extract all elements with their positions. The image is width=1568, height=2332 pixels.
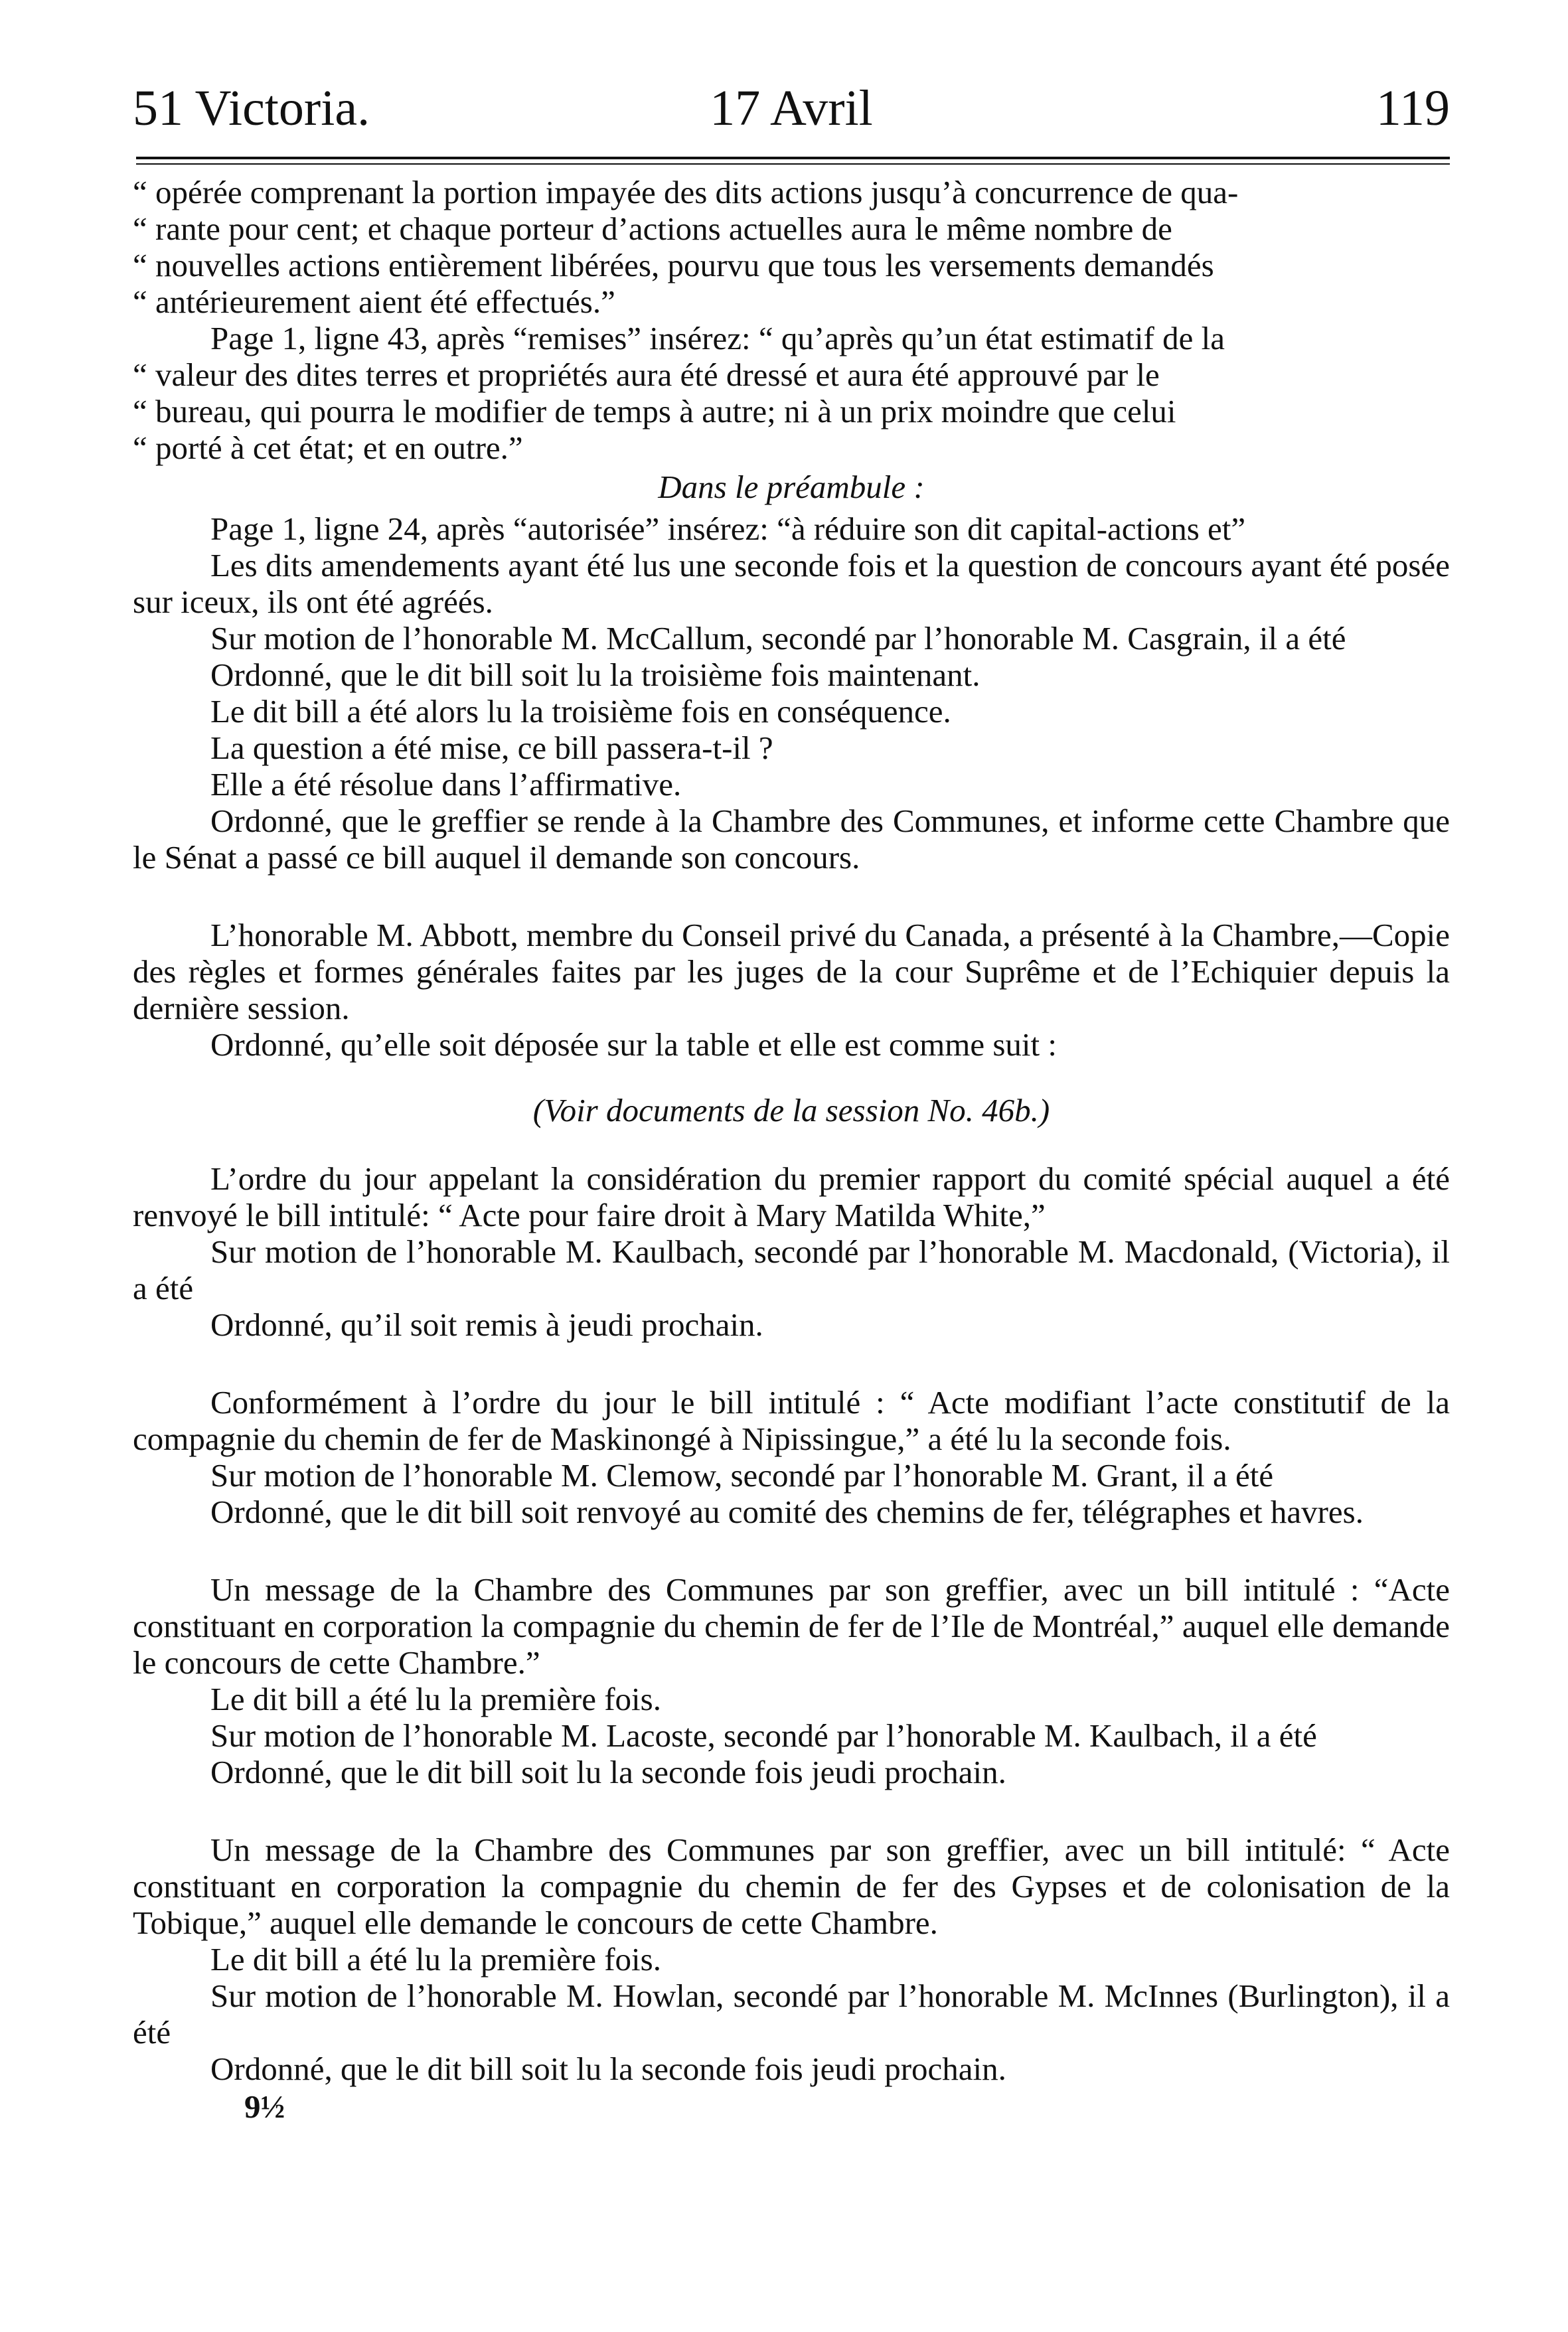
date-label: 17 Avril [710, 80, 873, 136]
section-gap [133, 1790, 1450, 1831]
paragraph: Le dit bill a été lu la première fois. [210, 1941, 661, 1978]
paragraph: Conformément à l’ordre du jour le bill intitulé : “ Acte modifiant l’acte constitutif de la compagnie du chemin de fer de Maskinongé à Nipissingue,” a été lu la seconde fois. [133, 1384, 1450, 1457]
section-gap [133, 876, 1450, 917]
paragraph: Les dits amendements ayant été lus une seconde fois et la question de concours ayant été posée sur iceux, ils ont été agréés. [133, 547, 1450, 620]
order-paragraph: Ordonné, que le dit bill soit renvoyé au comité des chemins de fer, télégraphes et havres. [210, 1494, 1364, 1530]
motion-paragraph: Sur motion de l’honorable M. Clemow, secondé par l’honorable M. Grant, il a été [210, 1457, 1274, 1494]
quoted-line: “ rante pour cent; et chaque porteur d’actions actuelles aura le même nombre de [133, 210, 1172, 247]
amendment-paragraph: Page 1, ligne 24, après “autorisée” insérez: “à réduire son dit capital-actions et” [210, 510, 1246, 547]
section-gap [133, 1343, 1450, 1384]
order-paragraph: Ordonné, que le greffier se rende à la Chambre des Communes, et informe cette Chambre que le Sénat a passé ce bill auquel il demande son concours. [133, 803, 1450, 876]
section-heading: Dans le préambule : [658, 469, 925, 505]
volume-label: 51 Victoria. [133, 80, 370, 136]
amendment-paragraph: Page 1, ligne 43, après “remises” insérez: “ qu’après qu’un état estimatif de la [210, 320, 1225, 356]
paragraph: Le dit bill a été lu la première fois. [210, 1681, 661, 1717]
section-gap [133, 1134, 1450, 1160]
order-paragraph: Ordonné, que le dit bill soit lu la seconde fois jeudi prochain. [210, 1754, 1006, 1790]
quoted-line: “ opérée comprenant la portion impayée des dits actions jusqu’à concurrence de qua- [133, 174, 1239, 210]
page-body [133, 174, 1450, 2125]
page-header [133, 72, 1450, 145]
page-number: 119 [1375, 80, 1450, 136]
motion-paragraph: Sur motion de l’honorable M. McCallum, secondé par l’honorable M. Casgrain, il a été [210, 620, 1346, 657]
motion-paragraph: Sur motion de l’honorable M. Kaulbach, secondé par l’honorable M. Macdonald, (Victoria), il a été [133, 1233, 1450, 1306]
motion-paragraph: Sur motion de l’honorable M. Lacoste, secondé par l’honorable M. Kaulbach, il a été [210, 1717, 1317, 1754]
quoted-line: “ valeur des dites terres et propriétés aura été dressé et aura été approuvé par le [133, 356, 1160, 393]
order-paragraph: Ordonné, qu’elle soit déposée sur la table et elle est comme suit : [210, 1026, 1057, 1063]
quoted-line: “ bureau, qui pourra le modifier de temps à autre; ni à un prix moindre que celui [133, 393, 1176, 429]
message-paragraph: Un message de la Chambre des Communes par son greffier, avec un bill intitulé : “Acte constituant en corporation la compagnie du chemin de fer de l’Ile de Montréal,” auquel elle demande le concours de cette Chambre.” [133, 1571, 1450, 1681]
document-reference: (Voir documents de la session No. 46b.) [532, 1092, 1050, 1128]
quoted-line: “ nouvelles actions entièrement libérées, pourvu que tous les versements demandés [133, 247, 1214, 283]
order-paragraph: Ordonné, qu’il soit remis à jeudi prochain. [210, 1306, 763, 1343]
quoted-line: “ porté à cet état; et en outre.” [133, 429, 523, 466]
signature-mark: 9½ [244, 2088, 285, 2125]
order-paragraph: Ordonné, que le dit bill soit lu la seconde fois jeudi prochain. [210, 2051, 1006, 2087]
section-gap [133, 1530, 1450, 1571]
paragraph: Elle a été résolue dans l’affirmative. [210, 766, 682, 803]
paragraph: L’honorable M. Abbott, membre du Conseil privé du Canada, a présenté à la Chambre,—Copie des règles et formes générales faites par les juges de la cour Suprême et de l’Echiquier depuis la dernière session. [133, 917, 1450, 1026]
order-paragraph: Ordonné, que le dit bill soit lu la troisième fois maintenant. [210, 657, 980, 693]
paragraph: La question a été mise, ce bill passera-t-il ? [210, 730, 773, 766]
motion-paragraph: Sur motion de l’honorable M. Howlan, secondé par l’honorable M. McInnes (Burlington), il a été [133, 1978, 1450, 2051]
message-paragraph: Un message de la Chambre des Communes par son greffier, avec un bill intitulé: “ Acte constituant en corporation la compagnie du chemin de fer des Gypses et de colonisation de la Tobique,” auquel elle demande le concours de cette Chambre. [133, 1831, 1450, 1941]
quoted-line: “ antérieurement aient été effectués.” [133, 283, 615, 320]
paragraph: Le dit bill a été alors lu la troisième fois en conséquence. [210, 693, 951, 730]
paragraph: L’ordre du jour appelant la considération du premier rapport du comité spécial auquel a été renvoyé le bill intitulé: “ Acte pour faire droit à Mary Matilda White,” [133, 1160, 1450, 1233]
header-rule [136, 157, 1450, 165]
section-gap [133, 1063, 1450, 1089]
